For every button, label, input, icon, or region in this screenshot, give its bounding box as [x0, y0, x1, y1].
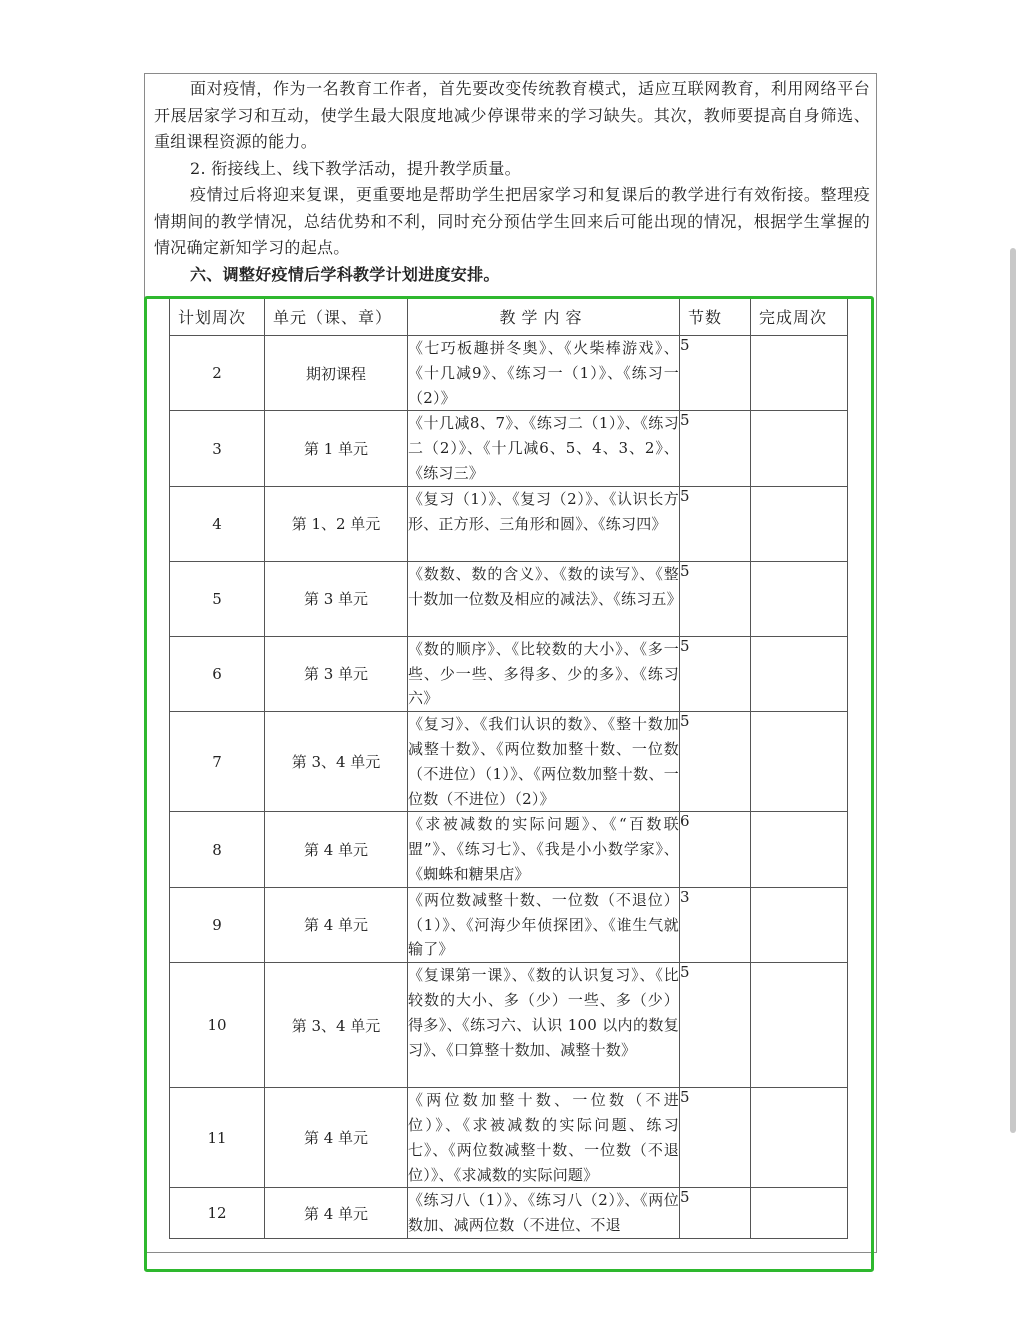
cell-unit: 第 1、2 单元 [265, 486, 408, 561]
cell-week: 6 [170, 636, 265, 711]
cell-week: 10 [170, 963, 265, 1088]
cell-content: 《练习八（1）》、《练习八（2）》、《两位数加、减两位数（不进位、不退 [408, 1188, 680, 1239]
cell-periods: 5 [680, 636, 751, 711]
header-content: 教学内容 [408, 298, 680, 336]
section-heading: 六、调整好疫情后学科教学计划进度安排。 [190, 264, 500, 284]
cell-week: 3 [170, 411, 265, 486]
cell-content: 《复习（1）》、《复习（2）》、《认识长方形、正方形、三角形和圆》、《练习四》 [408, 486, 680, 561]
cell-unit: 期初课程 [265, 336, 408, 411]
cell-unit: 第 3 单元 [265, 561, 408, 636]
cell-periods: 5 [680, 561, 751, 636]
cell-week: 7 [170, 712, 265, 812]
cell-content: 《数的顺序》、《比较数的大小》、《多一些、少一些、多得多、少的多》、《练习六》 [408, 636, 680, 711]
header-week: 计划周次 [170, 298, 265, 336]
cell-content: 《复课第一课》、《数的认识复习》、《比较数的大小、多（少）一些、多（少）得多》、《练习六、认识 100 以内的数复习》、《口算整十数加、减整十数》 [408, 963, 680, 1088]
header-unit: 单元（课、章） [265, 298, 408, 336]
paragraph-2: 2. 衔接线上、线下教学活动，提升教学质量。 [190, 158, 521, 178]
cell-unit: 第 4 单元 [265, 887, 408, 962]
cell-unit: 第 4 单元 [265, 1088, 408, 1188]
cell-content: 《两位数加整十数、一位数（不进位）》、《求被减数的实际问题、练习七》、《两位数减整十数、一位数（不退位）》、《求减数的实际问题》 [408, 1088, 680, 1188]
cell-periods: 5 [680, 1088, 751, 1188]
cell-week: 4 [170, 486, 265, 561]
cell-content: 《求被减数的实际问题》、《“百数联盟”》、《练习七》、《我是小小数学家》、《蜘蛛和糖果店》 [408, 812, 680, 887]
cell-week: 2 [170, 336, 265, 411]
cell-content: 《两位数减整十数、一位数（不退位）（1）》、《河海少年侦探团》、《谁生气就输了》 [408, 887, 680, 962]
cell-week: 5 [170, 561, 265, 636]
cell-unit: 第 4 单元 [265, 812, 408, 887]
cell-content: 《十几减8、7》、《练习二（1）》、《练习二（2）》、《十几减6、5、4、3、2》、《练习三》 [408, 411, 680, 486]
cell-periods: 5 [680, 336, 751, 411]
cell-week: 11 [170, 1088, 265, 1188]
selection-highlight [144, 296, 874, 1272]
header-periods: 节数 [680, 298, 751, 336]
cell-week: 8 [170, 812, 265, 887]
cell-content: 《数数、数的含义》、《数的读写》、《整十数加一位数及相应的减法》、《练习五》 [408, 561, 680, 636]
cell-unit: 第 4 单元 [265, 1188, 408, 1239]
paragraph-3: 疫情过后将迎来复课，更重要地是帮助学生把居家学习和复课后的教学进行有效衔接。整理疫情期间的教学情况，总结优势和不利，同时充分预估学生回来后可能出现的情况，根据学生掌握的情况确定新知学习的起点。 [154, 185, 870, 257]
paragraph-1: 面对疫情，作为一名教育工作者，首先要改变传统教育模式，适应互联网教育，利用网络平台开展居家学习和互动，使学生最大限度地减少停课带来的学习缺失。其次，教师要提高自身筛选、重组课程资源的能力。 [154, 79, 870, 151]
cell-unit: 第 3、4 单元 [265, 963, 408, 1088]
cell-week: 9 [170, 887, 265, 962]
cell-periods: 6 [680, 812, 751, 887]
cell-content: 《复习》、《我们认识的数》、《整十数加减整十数》、《两位数加整十数、一位数（不进位）（1）》、《两位数加整十数、一位数（不进位）（2）》 [408, 712, 680, 812]
cell-week: 12 [170, 1188, 265, 1239]
cell-periods: 5 [680, 411, 751, 486]
cell-unit: 第 3、4 单元 [265, 712, 408, 812]
cell-periods: 3 [680, 887, 751, 962]
cell-periods: 5 [680, 486, 751, 561]
text-block [154, 76, 870, 288]
scrollbar[interactable] [1010, 248, 1016, 1133]
cell-unit: 第 1 单元 [265, 411, 408, 486]
cell-content: 《七巧板趣拼冬奥》、《火柴棒游戏》、《十几减9》、《练习一（1）》、《练习一（2）》 [408, 336, 680, 411]
cell-periods: 5 [680, 963, 751, 1088]
cell-periods: 5 [680, 712, 751, 812]
cell-unit: 第 3 单元 [265, 636, 408, 711]
header-done: 完成周次 [751, 298, 848, 336]
cell-periods: 5 [680, 1188, 751, 1239]
